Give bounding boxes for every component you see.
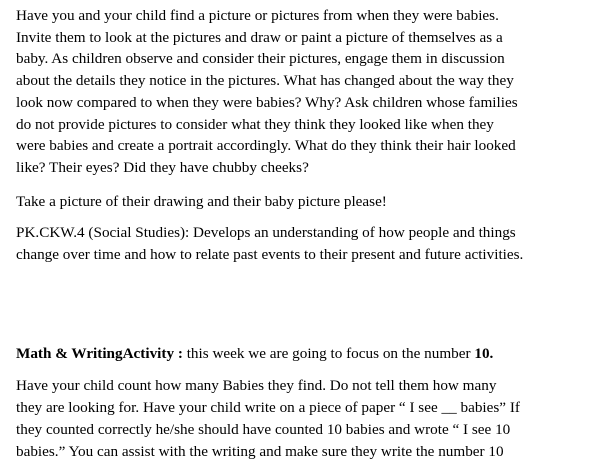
text-line: babies.” You can assist with the writing and make sure they write the number 10: [16, 442, 504, 460]
text-line: Take a picture of their drawing and their baby picture please!: [16, 192, 387, 210]
text-line: they are looking for. Have your child write on a piece of paper “ I see __ babies” If: [16, 399, 520, 417]
text-line: Have you and your child find a picture or pictures from when they were babies.: [16, 7, 499, 24]
text-line: about the details they notice in the pictures. What has changed about the way they: [16, 72, 514, 90]
focus-number: 10.: [474, 344, 494, 362]
paragraph-spacer: [16, 364, 588, 375]
text-line: baby. As children observe and consider their pictures, engage them in discussion: [16, 50, 505, 68]
section-spacer: [16, 266, 588, 343]
baby-picture-paragraph: [16, 5, 588, 179]
text-line: PK.CKW.4 (Social Studies): Develops an understanding of how people and things: [16, 224, 516, 242]
standard-paragraph: [16, 222, 588, 265]
photo-request-paragraph: [16, 191, 588, 213]
paragraph-spacer: [16, 212, 588, 222]
document-page: [16, 5, 588, 462]
paragraph-spacer: [16, 179, 588, 191]
text-line: Have your child count how many Babies they find. Do not tell them how many: [16, 377, 497, 395]
counting-paragraph: [16, 375, 588, 462]
text-line: look now compared to when they were babies? Why? Ask children whose families: [16, 93, 518, 111]
text-line: [16, 343, 588, 365]
text-line: were babies and create a portrait accordingly. What do they think their hair looked: [16, 137, 516, 155]
text-line: they counted correctly he/she should have counted 10 babies and wrote “ I see 10: [16, 420, 511, 438]
section-intro: this week we are going to focus on the number: [182, 344, 475, 362]
text-line: like? Their eyes? Did they have chubby cheeks?: [16, 158, 309, 176]
text-line: change over time and how to relate past events to their present and future activities.: [16, 246, 524, 264]
math-writing-heading: [16, 343, 588, 365]
section-heading: Math & WritingActivity :: [16, 344, 183, 362]
text-line: do not provide pictures to consider what they think they looked like when they: [16, 115, 494, 133]
text-line: Invite them to look at the pictures and draw or paint a picture of themselves as a: [16, 28, 503, 46]
